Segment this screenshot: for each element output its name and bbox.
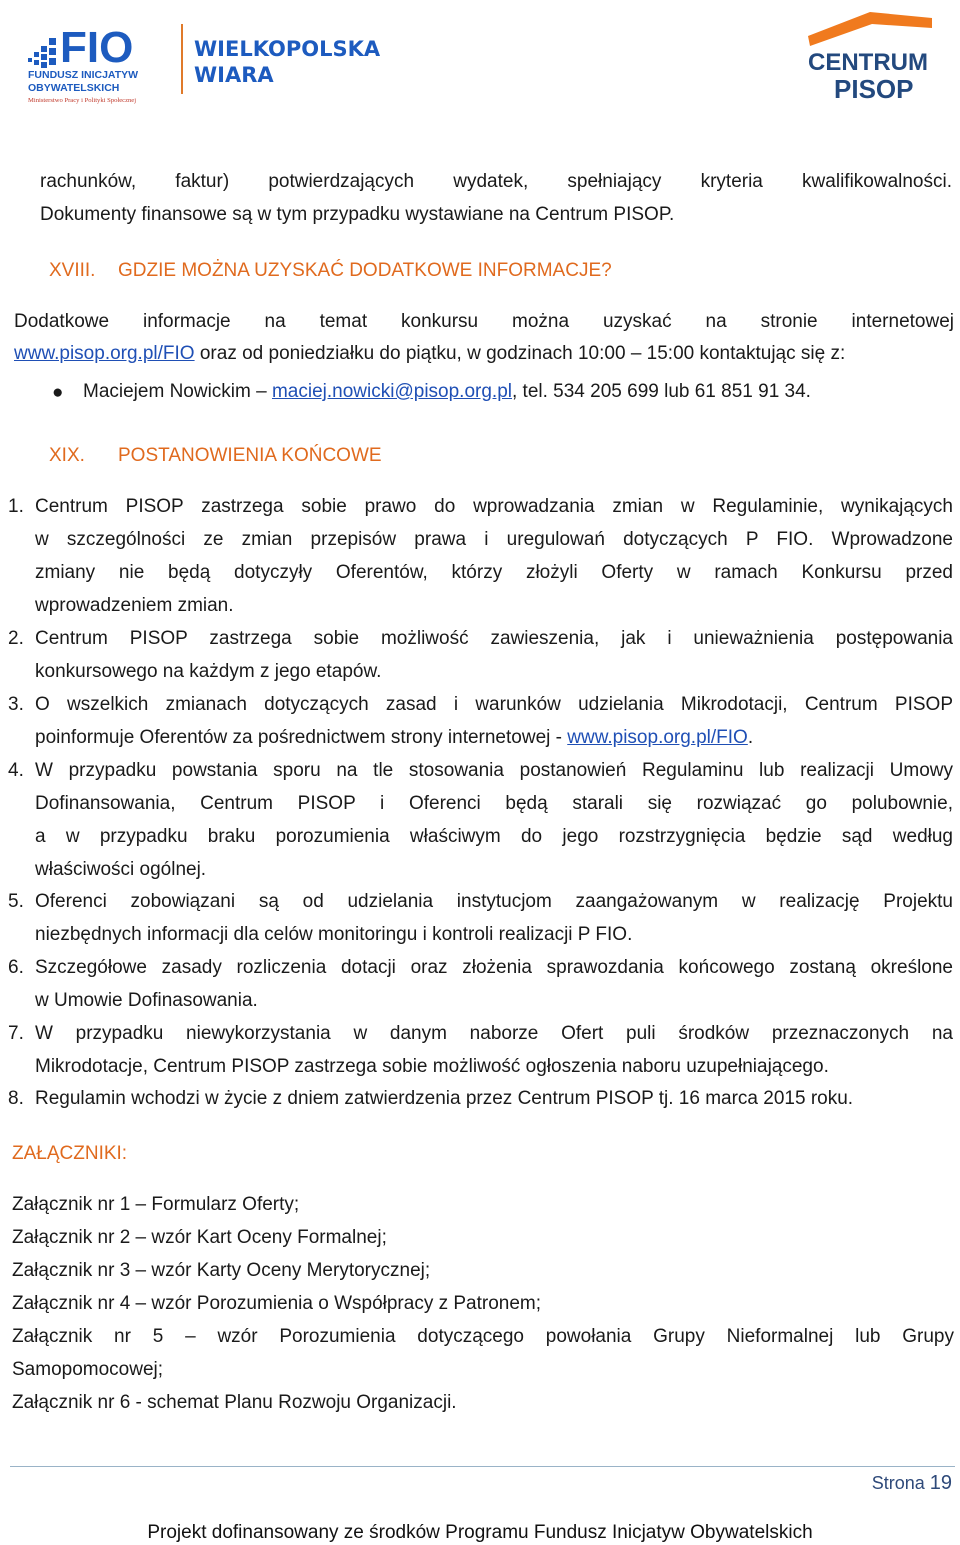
provision-number: 3. bbox=[8, 694, 24, 715]
provision-line: W przypadku powstania sporu na tle stosowania postanowień Regulaminu lub realizacji Umowy bbox=[35, 760, 953, 781]
provision-line: Centrum PISOP zastrzega sobie prawo do wprowadzania zmian w Regulaminie, wynikających bbox=[35, 496, 953, 517]
provision-number: 8. bbox=[8, 1088, 24, 1109]
section-18-title: GDZIE MOŻNA UZYSKAĆ DODATKOWE INFORMACJE? bbox=[118, 260, 612, 281]
wielkopolska-wiara-logo bbox=[194, 36, 404, 90]
provision-line: Regulamin wchodzi w życie z dniem zatwierdzenia przez Centrum PISOP tj. 16 marca 2015 roku. bbox=[35, 1088, 854, 1109]
centrum-pisop-logo bbox=[800, 6, 940, 102]
svg-text:OBYWATELSKICH: OBYWATELSKICH bbox=[28, 82, 120, 94]
attachment-item: Załącznik nr 3 – wzór Karty Oceny Merytorycznej; bbox=[12, 1260, 431, 1281]
contact-email-link[interactable]: maciej.nowicki@pisop.org.pl bbox=[271, 381, 512, 402]
provision-line: niezbędnych informacji dla celów monitoringu i kontroli realizacji P FIO. bbox=[35, 924, 633, 945]
attachment-item: Załącznik nr 4 – wzór Porozumienia o Współpracy z Patronem; bbox=[12, 1293, 542, 1314]
provision-line: O wszelkich zmianach dotyczących zasad i warunków udzielania Mikrodotacji, Centrum PISOP bbox=[35, 694, 953, 715]
fio-website-link[interactable]: www.pisop.org.pl/FIO bbox=[14, 343, 195, 364]
provision-line: W przypadku niewykorzystania w danym naborze Ofert puli środków przeznaczonych na bbox=[35, 1023, 953, 1044]
section-19-title: POSTANOWIENIA KOŃCOWE bbox=[118, 445, 382, 466]
attachment-item: Samopomocowej; bbox=[12, 1359, 164, 1380]
provision-line: Mikrodotacje, Centrum PISOP zastrzega sobie możliwość ogłoszenia naboru uzupełniającego. bbox=[35, 1056, 829, 1077]
provision-number: 4. bbox=[8, 760, 24, 781]
logo-divider bbox=[181, 24, 183, 94]
fio-logo bbox=[28, 20, 178, 110]
svg-text:PISOP: PISOP bbox=[834, 74, 914, 102]
provision-number: 7. bbox=[8, 1023, 24, 1044]
provision-line: w szczególności ze zmian przepisów prawa i uregulowań dotyczących P FIO. Wprowadzone bbox=[35, 529, 953, 550]
footer-funding-text: Projekt dofinansowany ze środków Programu Fundusz Inicjatyw Obywatelskich bbox=[147, 1522, 813, 1543]
fio-website-link[interactable]: www.pisop.org.pl/FIO bbox=[567, 727, 748, 748]
footer-rule bbox=[10, 1466, 955, 1467]
provision-line: Oferenci zobowiązani są od udzielania instytucjom zaangażowanym w realizację Projektu bbox=[35, 891, 953, 912]
fio-logo-text: FIO bbox=[60, 23, 134, 72]
attachment-item: Załącznik nr 1 – Formularz Oferty; bbox=[12, 1194, 300, 1215]
provision-line: poinformuje Oferentów za pośrednictwem strony internetowej - www.pisop.org.pl/FIO. bbox=[35, 727, 754, 748]
provision-line: wprowadzeniem zmian. bbox=[35, 595, 234, 616]
svg-text:FUNDUSZ INICJATYW: FUNDUSZ INICJATYW bbox=[28, 69, 139, 81]
svg-text:Ministerstwo Pracy i Polityki: Ministerstwo Pracy i Polityki Społecznej bbox=[28, 97, 137, 104]
provision-line: w Umowie Dofinasowania. bbox=[35, 990, 258, 1011]
svg-text:WIARA: WIARA bbox=[194, 63, 274, 87]
intro-line-1: rachunków, faktur) potwierdzających wydatek, spełniający kryteria kwalifikowalności. bbox=[40, 171, 952, 192]
provision-line: a w przypadku braku porozumienia właściwym do jego rozstrzygnięcia będzie sąd według bbox=[35, 826, 953, 847]
provision-number: 6. bbox=[8, 957, 24, 978]
provision-line: właściwości ogólnej. bbox=[35, 859, 207, 880]
page-number: Strona 19 bbox=[871, 1472, 952, 1494]
section-18-line-1: Dodatkowe informacje na temat konkursu można uzyskać na stronie internetowej bbox=[14, 311, 954, 332]
provision-line: Centrum PISOP zastrzega sobie możliwość zawieszenia, jak i unieważnienia postępowania bbox=[35, 628, 953, 649]
attachment-item: Załącznik nr 6 - schemat Planu Rozwoju Organizacji. bbox=[12, 1392, 457, 1413]
attachments-title: ZAŁĄCZNIKI: bbox=[12, 1143, 128, 1164]
contact-person: Maciejem Nowickim – maciej.nowicki@pisop.org.pl, tel. 534 205 699 lub 61 851 91 34. bbox=[83, 381, 811, 402]
provision-number: 1. bbox=[8, 496, 24, 517]
svg-text:CENTRUM: CENTRUM bbox=[808, 49, 928, 76]
provision-number: 5. bbox=[8, 891, 24, 912]
section-19-number: XIX. bbox=[49, 445, 85, 466]
section-18-number: XVIII. bbox=[49, 260, 96, 281]
provision-number: 2. bbox=[8, 628, 24, 649]
attachment-item: Załącznik nr 5 – wzór Porozumienia dotyczącego powołania Grupy Nieformalnej lub Grupy bbox=[12, 1326, 954, 1347]
provision-line: konkursowego na każdym z jego etapów. bbox=[35, 661, 382, 682]
attachment-item: Załącznik nr 2 – wzór Kart Oceny Formalnej; bbox=[12, 1227, 387, 1248]
contact-bullet: ● bbox=[52, 382, 64, 403]
section-18-line-2: www.pisop.org.pl/FIO oraz od poniedziałku do piątku, w godzinach 10:00 – 15:00 kontaktując się z: bbox=[14, 343, 846, 364]
provision-line: zmiany nie będą dotyczyły Oferentów, którzy złożyli Oferty w ramach Konkursu przed bbox=[35, 562, 953, 583]
provision-line: Szczegółowe zasady rozliczenia dotacji oraz złożenia sprawozdania końcowego zostaną określone bbox=[35, 957, 953, 978]
intro-line-2: Dokumenty finansowe są w tym przypadku wystawiane na Centrum PISOP. bbox=[40, 204, 675, 225]
svg-text:WIELKOPOLSKA: WIELKOPOLSKA bbox=[194, 37, 381, 61]
provision-line: Dofinansowania, Centrum PISOP i Oferenci będą starali się rozwiązać go polubownie, bbox=[35, 793, 953, 814]
